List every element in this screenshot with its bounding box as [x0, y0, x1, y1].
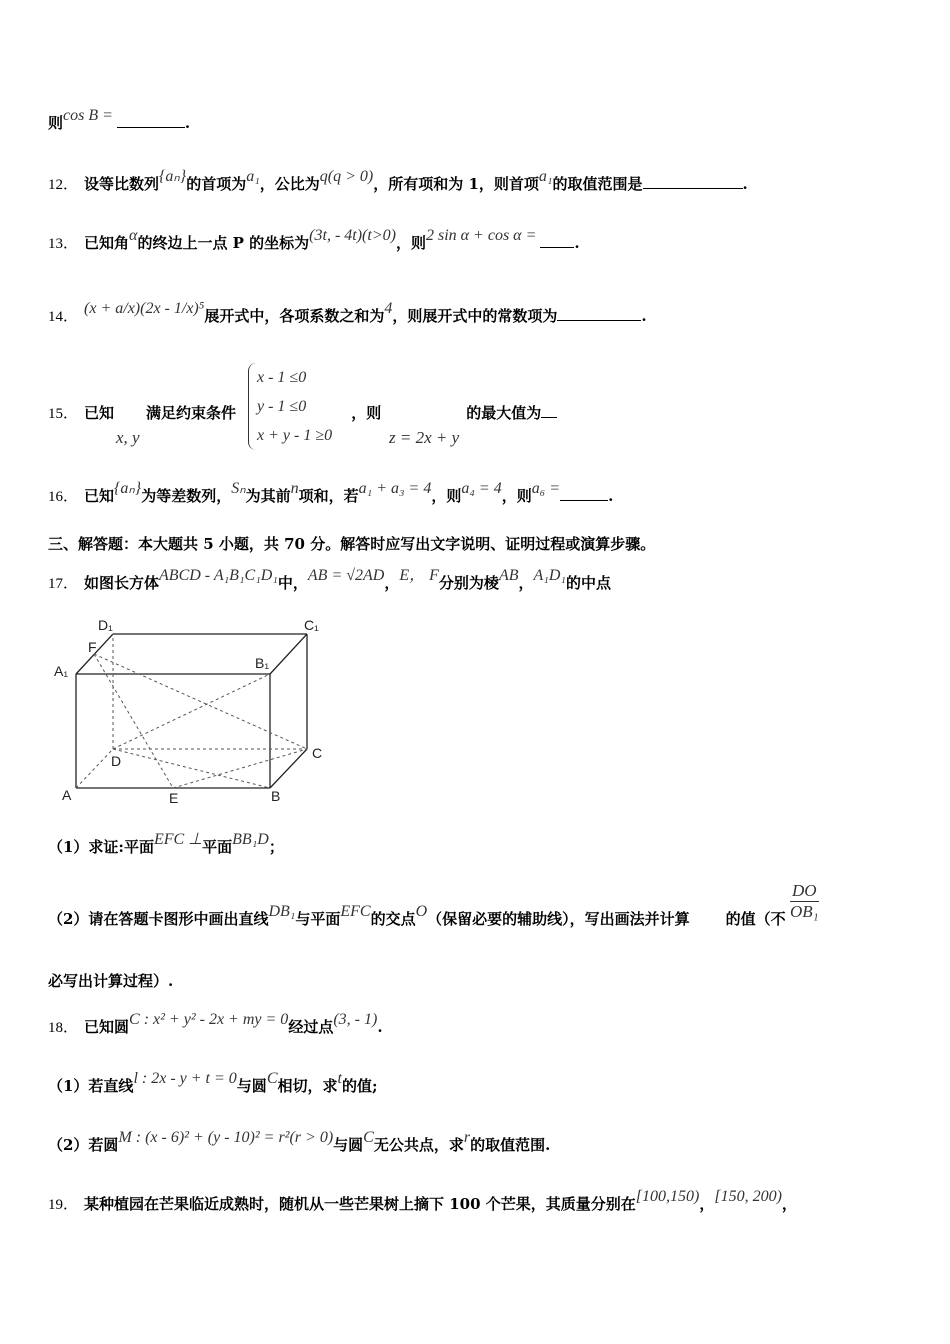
answer-blank [117, 127, 185, 128]
q15-vars: x, y [116, 428, 140, 447]
label-f: F [88, 639, 97, 655]
constraint-system: x - 1 ≤0 y - 1 ≤0 x + y - 1 ≥0 [248, 363, 332, 450]
hidden-db1 [113, 674, 270, 749]
label-c: C [312, 745, 323, 761]
answer-blank [560, 500, 608, 501]
question-17: 17． 如图长方体ABCD - A₁B₁C₁D₁中，AB = √2AD，E， F分别为棱AB，A₁D₁的中点 [48, 567, 611, 592]
question-17-part-2: （2）请在答题卡图形中画出直线DB₁与平面EFC的交点O（保留必要的辅助线），写出画法并计算 的值（不 [48, 903, 786, 928]
question-18-part-2: （2）若圆M : (x - 6)² + (y - 10)² = r²(r > 0)与圆C无公共点，求r的取值范围. [48, 1129, 551, 1154]
hidden-ec [173, 749, 307, 788]
label-d1: D₁ [98, 617, 113, 633]
question-14: 14． (x + a/x)(2x - 1/x)⁵展开式中，各项系数之和为4，则展开式中的常数项为 . [48, 300, 647, 325]
label-b: B [271, 788, 281, 804]
label-b1: B₁ [255, 655, 270, 671]
edge-b1c1 [270, 634, 307, 674]
label-a: A [62, 787, 72, 803]
label-c1: C₁ [304, 617, 319, 633]
label-e: E [169, 790, 179, 806]
answer-blank [540, 247, 574, 248]
question-19: 19． 某种植园在芒果临近成熟时，随机从一些芒果树上摘下 100 个芒果，其质量分别在[100,150)，[150, 200)， [48, 1188, 797, 1213]
q15-objective: z = 2x + y [389, 428, 460, 447]
question-17-part-1: （1）求证:平面EFC ⊥平面BB₁D； [48, 831, 284, 856]
question-16: 16． 已知{aₙ}为等差数列，Sₙ为其前n项和，若a₁ + a₃ = 4，则a₄ = 4，则a₆ = . [48, 480, 614, 505]
question-18-part-1: （1）若直线l : 2x - y + t = 0与圆C相切，求t的值; [48, 1070, 378, 1095]
answer-blank [643, 188, 743, 189]
question-18: 18． 已知圆C : x² + y² - 2x + my = 0经过点(3, - 1). [48, 1011, 383, 1036]
question-12: 12． 设等比数列{aₙ}的首项为a₁，公比为q(q > 0)，所有项和为 1，则首项a₁的取值范围是 . [48, 168, 748, 193]
question-17-part-2-cont: 必写出计算过程）. [48, 972, 174, 990]
question-13: 13． 已知角α的终边上一点 P 的坐标为(3t, - 4t)(t>0)，则2 sin α + cos α = . [48, 227, 580, 252]
fraction-do-ob1: $\frac{DO}{\text{OB₁}}$ [790, 881, 819, 921]
section-heading: 三、解答题：本大题共 5 小题，共 70 分。解答时应写出文字说明、证明过程或演算步骤。 [48, 535, 656, 553]
hidden-ad [76, 749, 113, 788]
answer-blank [541, 417, 557, 418]
cuboid-figure [50, 612, 340, 812]
q11-tail: 则cos B = . [48, 107, 191, 132]
question-15: 15． 已知 满足约束条件 ，则 的最大值为 [48, 402, 557, 423]
answer-blank [557, 320, 641, 321]
formula: cos B = [63, 107, 113, 124]
label-d: D [111, 753, 122, 769]
label-a1: A₁ [54, 663, 69, 679]
